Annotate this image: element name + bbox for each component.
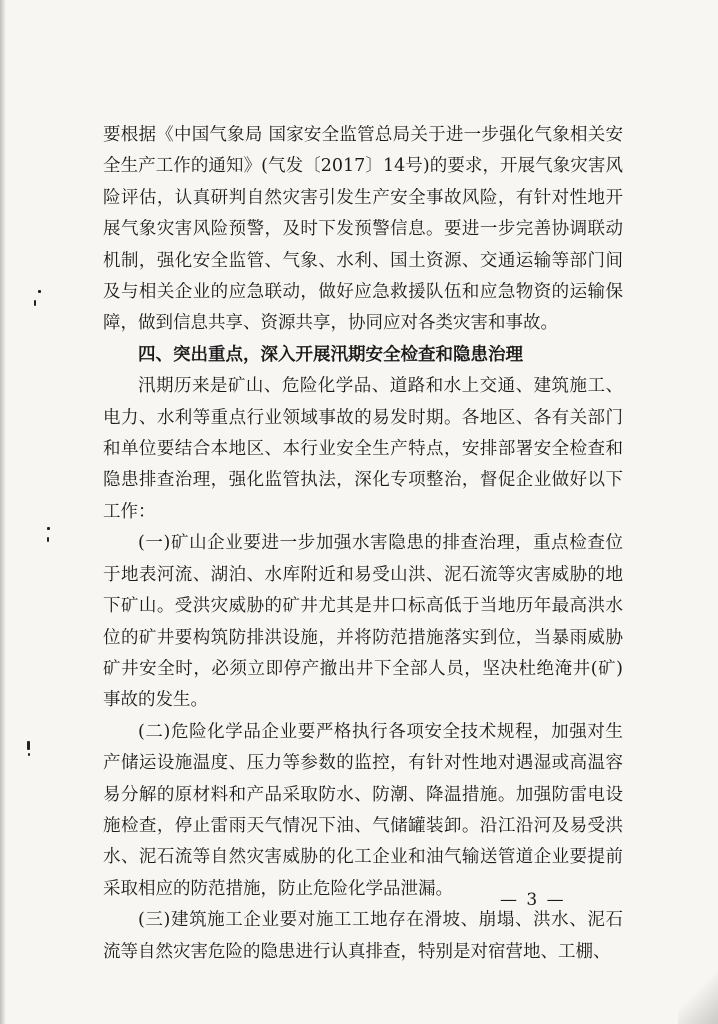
scan-speck — [28, 753, 30, 756]
scan-speck — [47, 527, 50, 530]
scan-speck — [47, 537, 49, 542]
page-number: — 3 — — [500, 890, 566, 910]
paragraph: (二)危险化学品企业要严格执行各项安全技术规程，加强对生产储运设施温度、压力等参数的监控，有针对性地对遇湿或高温容易分解的原材料和产品采取防水、防潮、降温措施。加强防雷电设施检查，停止雷雨天气情况下油、气储罐装卸。沿江沿河及易受洪水、泥石流等自然灾害威胁的化工企业和油气输送管道企业要提前采取相应的防范措施，防止危险化学品泄漏。 — [103, 721, 623, 899]
paragraph: 要根据《中国气象局 国家安全监管总局关于进一步强化气象相关安全生产工作的通知》(气发〔2017〕14号)的要求，开展气象灾害风险评估，认真研判自然灾害引发生产安全事故风险，有针对性地开展气象灾害风险预警，及时下发预警信息。要进一步完善协调联动机制，强化安全监管、气象、水利、国土资源、交通运输等部门间及与相关企业的应急联动，做好应急救援队伍和应急物资的运输保障，做到信息共享、资源共享，协同应对各类灾害和事故。 — [103, 125, 623, 334]
paragraph: (一)矿山企业要进一步加强水害隐患的排查治理，重点检查位于地表河流、湖泊、水库附近和易受山洪、泥石流等灾害威胁的地下矿山。受洪灾威胁的矿井尤其是井口标高低于当地历年最高洪水位的矿井要构筑防排洪设施，并将防范措施落实到位，当暴雨威胁矿井安全时，必须立即停产撤出井下全部人员，坚决杜绝淹井(矿)事故的发生。 — [103, 533, 623, 711]
scan-corner-shadow — [678, 924, 718, 1024]
paragraph: (三)建筑施工企业要对施工工地存在滑坡、崩塌、洪水、泥石流等自然灾害危险的隐患进行认真排查，特别是对宿营地、工棚、 — [103, 910, 623, 962]
section-heading: 四、突出重点，深入开展汛期安全检查和隐患治理 — [138, 344, 523, 365]
scan-speck — [38, 290, 41, 293]
scan-edge-shadow — [0, 0, 6, 1024]
scan-speck — [27, 741, 30, 750]
paragraph: 汛期历来是矿山、危险化学品、道路和水上交通、建筑施工、电力、水利等重点行业领域事故的易发时期。各地区、各有关部门和单位要结合本地区、本行业安全生产特点，安排部署安全检查和隐患排查治理，强化监管执法，深化专项整治，督促企业做好以下工作： — [103, 376, 623, 522]
document-body — [103, 120, 623, 968]
scan-speck — [34, 300, 36, 306]
